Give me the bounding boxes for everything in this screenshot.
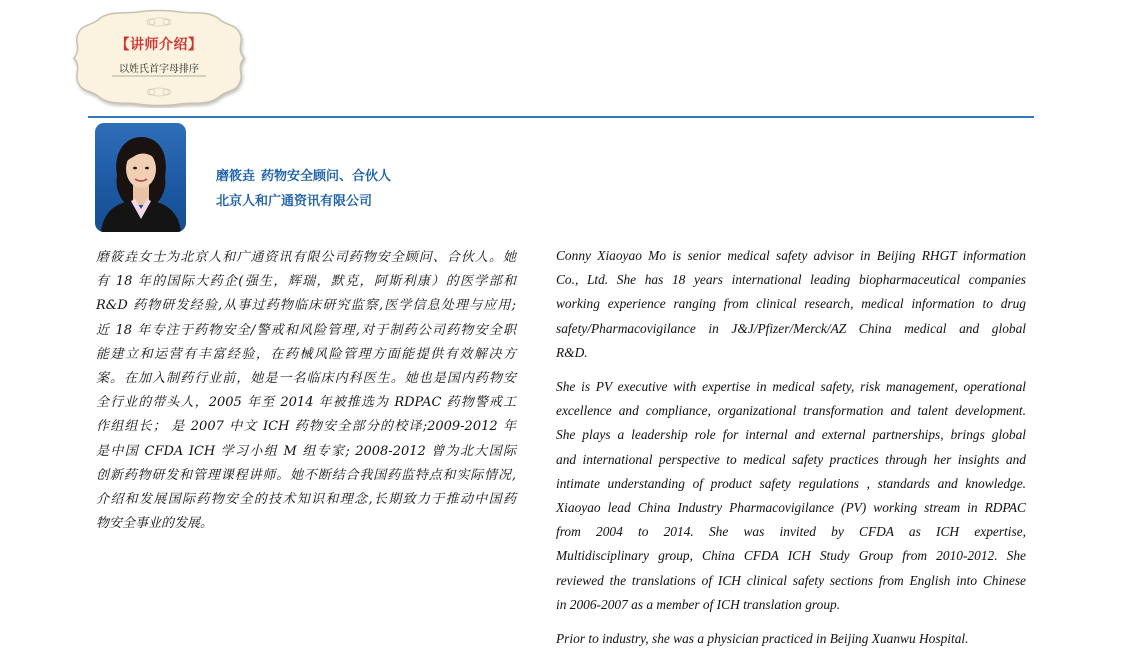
header-divider: [88, 116, 1034, 118]
bio-en-line: Conny Xiaoyao Mo is senior medical safety advisor in Beijing RHGT information: [556, 248, 1026, 263]
bio-cn-line: 能建立和运营有丰富经验，在药械风险管理方面能提供有效解决方: [96, 346, 516, 362]
bio-en-line: from 2004 to 2014. She was invited by CFDA as ICH expertise,: [556, 524, 1026, 540]
bio-english: [556, 244, 1026, 661]
scalloped-badge-icon: [68, 8, 250, 108]
bio-en-paragraph: [556, 244, 1026, 365]
bio-en-line: She plays a leadership role for internal and external partnerships, brings global: [556, 427, 1026, 443]
bio-cn-line: 案。在加入制药行业前，她是一名临床内科医生。她也是国内药物安: [96, 371, 516, 387]
speaker-company: 北京人和广通资讯有限公司: [216, 194, 373, 209]
bio-cn-line: 有 18 年的国际大药企(强生，辉瑞，默克，阿斯利康）的医学部和: [96, 274, 516, 290]
bio-chinese: [96, 246, 516, 536]
bio-en-line: Prior to industry, she was a physician practiced in Beijing Xuanwu Hospital.: [556, 631, 969, 647]
bio-cn-line: 创新药物研发和管理课程讲师。她不断结合我国药监特点和实际情况,: [96, 467, 516, 483]
bio-en-paragraph: [556, 375, 1026, 617]
bio-en-line: She is PV executive with expertise in medical safety, risk management, operational: [556, 379, 1026, 395]
bio-cn-line: 全行业的带头人，2005 年至 2014 年被推选为 RDPAC 药物警戒工: [96, 395, 516, 411]
badge-subtitle: 以姓氏首字母排序: [119, 64, 199, 75]
section-badge: [68, 8, 250, 108]
bio-cn-line: 物安全事业的发展。: [96, 516, 214, 532]
bio-en-line: and international perspective to medical safety practices through her insights and: [556, 451, 1026, 467]
bio-en-line: Xiaoyao lead China Industry Pharmacovigilance (PV) working stream in RDPAC: [556, 500, 1026, 516]
bio-cn-line: 近 18 年专注于药物安全/警戒和风险管理,对于制药公司药物安全职: [96, 322, 516, 338]
speaker-photo: [95, 123, 186, 232]
bio-cn-line: 磨筱垚女士为北京人和广通资讯有限公司药物安全顾问、合伙人。她: [96, 250, 516, 265]
bio-en-line: R&D.: [556, 344, 588, 360]
badge-title: 【讲师介绍】: [115, 37, 203, 53]
speaker-title: 药物安全顾问、合伙人: [261, 169, 392, 184]
bio-en-line: Multidisciplinary group, China CFDA ICH Study Group from 2010-2012. She: [556, 548, 1026, 564]
bio-cn-line: 介绍和发展国际药物安全的技术知识和理念,长期致力于推动中国药: [96, 492, 516, 508]
speaker-name: 磨筱垚: [216, 169, 256, 184]
bio-en-line: excellence and compliance, organizational transformation and talent development.: [556, 403, 1026, 419]
bio-cn-line: R&D 药物研发经验,从事过药物临床研究监察,医学信息处理与应用;: [96, 298, 516, 314]
bio-cn-line: 作组组长； 是 2007 中文 ICH 药物安全部分的校译;2009-2012 年: [96, 419, 516, 435]
bio-en-line: Co., Ltd. She has 18 years international leading biopharmaceutical companies: [556, 272, 1026, 288]
bio-en-line: in 2006-2007 as a member of ICH translation group.: [556, 596, 841, 612]
bio-en-paragraph: [556, 627, 1026, 651]
portrait-icon: [95, 123, 186, 232]
bio-en-line: reviewed the translations of ICH clinical safety sections from English into Chinese: [556, 572, 1026, 588]
bio-cn-line: 是中国 CFDA ICH 学习小组 M 组专家; 2008-2012 曾为北大国际: [96, 443, 516, 459]
speaker-name-title: [216, 165, 391, 184]
bio-en-line: safety/Pharmacovigilance in J&J/Pfizer/Merck/AZ China medical and global: [556, 320, 1026, 336]
bio-en-line: intimate understanding of product safety regulations , standards and knowledge.: [556, 475, 1026, 491]
bio-en-line: working experience ranging from clinical research, medical information to drug: [556, 296, 1026, 312]
